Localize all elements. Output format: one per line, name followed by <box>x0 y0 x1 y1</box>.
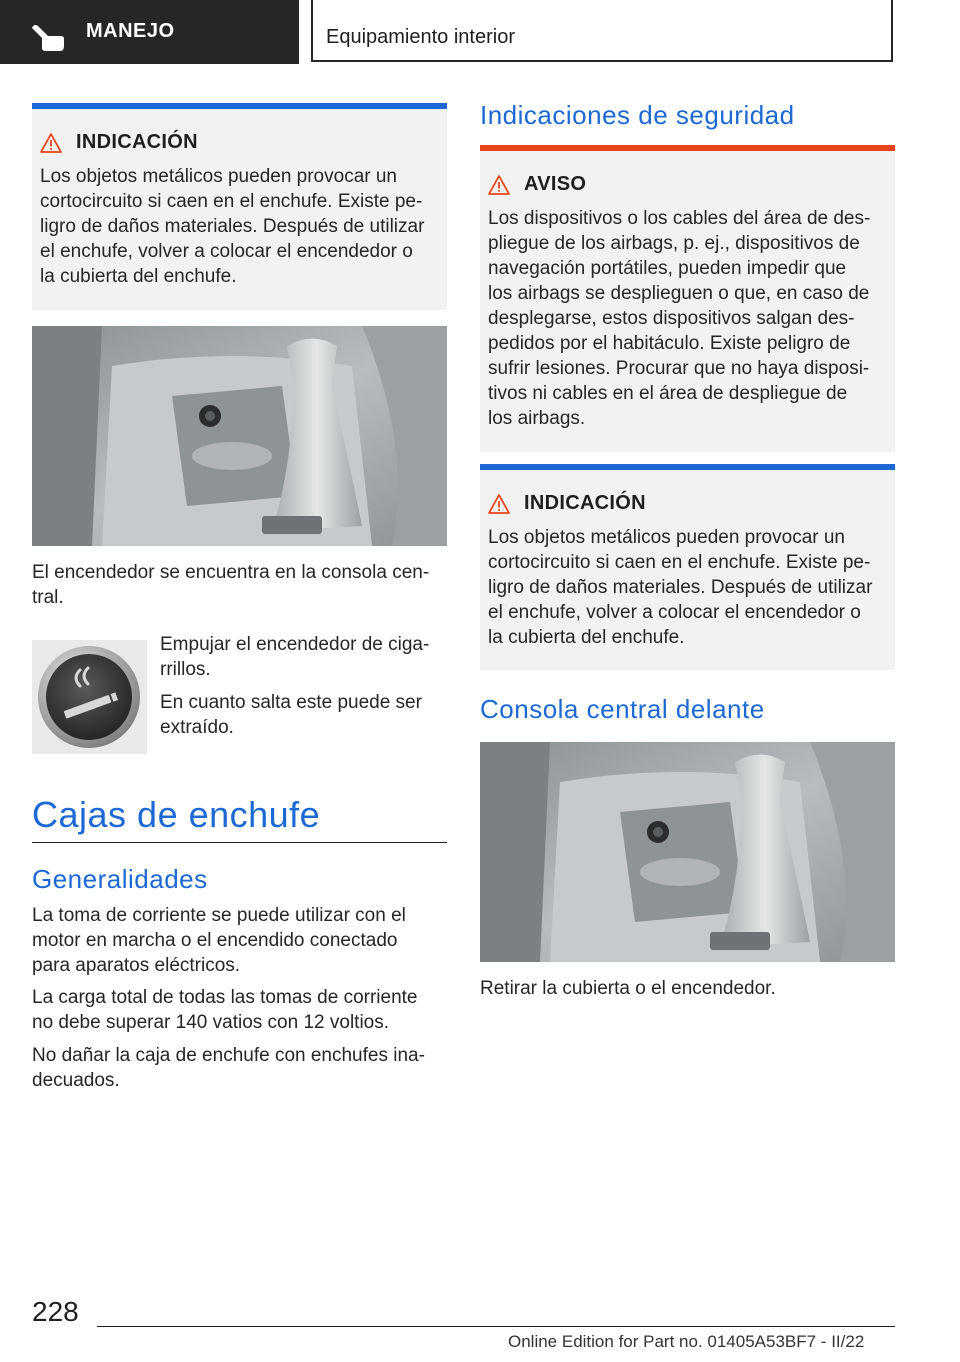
notice-header <box>488 173 586 196</box>
notice-title: AVISO <box>524 173 587 195</box>
subheading-generalidades: Generalidades <box>32 864 208 894</box>
heading-indicaciones-seguridad: Indicaciones de seguridad <box>480 100 795 130</box>
section-title: Equipamiento interior <box>326 26 515 48</box>
step-remove-lighter: En cuanto salta este puede ser extraído. <box>160 692 422 738</box>
paragraph-damage: No dañar la caja de enchufe con enchufes ina- decuados. <box>32 1045 425 1091</box>
heading-rule <box>32 842 447 843</box>
page-number: 228 <box>32 1296 79 1327</box>
notice-info-left <box>32 103 447 310</box>
cigarette-lighter-icon <box>32 640 147 754</box>
notice-bar <box>32 103 447 109</box>
warning-triangle-icon <box>488 494 510 514</box>
notice-text: Los objetos metálicos pueden provocar un cortocircuito si caen en el enchufe. Existe pe- ligro de daños materiales. Después de utilizar el enchufe, volver a colocar el encendedor o la cubierta del enchufe. <box>40 166 425 287</box>
notice-bar <box>480 464 895 470</box>
center-console-photo <box>32 326 447 546</box>
paragraph-power-limit: La carga total de todas las tomas de corriente no debe superar 140 vatios con 12 voltios. <box>32 987 418 1033</box>
notice-info-right <box>480 464 895 670</box>
footer-rule <box>97 1326 895 1327</box>
step-push-lighter: Empujar el encendedor de ciga- rrillos. <box>160 634 430 680</box>
chapter-title: MANEJO <box>86 20 175 42</box>
notice-title: INDICACIÓN <box>524 492 646 514</box>
center-console-front-photo <box>480 742 895 962</box>
heading-consola-central: Consola central delante <box>480 694 765 724</box>
notice-text: Los dispositivos o los cables del área de des- pliegue de los airbags, p. ej., dispositivos de navegación portátiles, pueden impedir que los airbags se desplieguen o que, en caso de desplegarse, estos dispositivos salgan des- pedidos por el habitáculo. Existe peligro de sufrir lesiones. Procurar que no haya disposi- tivos ni cables en el área de despliegue de los airbags. <box>488 208 871 429</box>
notice-header <box>40 131 198 154</box>
notice-text: Los objetos metálicos pueden provocar un cortocircuito si caen en el enchufe. Existe pe- ligro de daños materiales. Después de utilizar el enchufe, volver a colocar el encendedor o la cubierta del enchufe. <box>488 527 873 648</box>
notice-bar <box>480 145 895 151</box>
paragraph-usage: La toma de corriente se puede utilizar con el motor en marcha o el encendido conectado para aparatos eléctricos. <box>32 905 406 976</box>
notice-title: INDICACIÓN <box>76 131 198 153</box>
edition-info: Online Edition for Part no. 01405A53BF7 - II/22 <box>508 1332 865 1351</box>
notice-warning <box>480 145 895 452</box>
caption-remove-cover: Retirar la cubierta o el encendedor. <box>480 978 776 999</box>
notice-header <box>488 492 646 515</box>
warning-triangle-icon <box>40 133 62 153</box>
hand-pointer-icon <box>30 24 66 52</box>
heading-cajas-enchufe: Cajas de enchufe <box>32 794 321 835</box>
caption-lighter-location: El encendedor se encuentra en la consola cen- tral. <box>32 562 430 608</box>
warning-triangle-icon <box>488 175 510 195</box>
